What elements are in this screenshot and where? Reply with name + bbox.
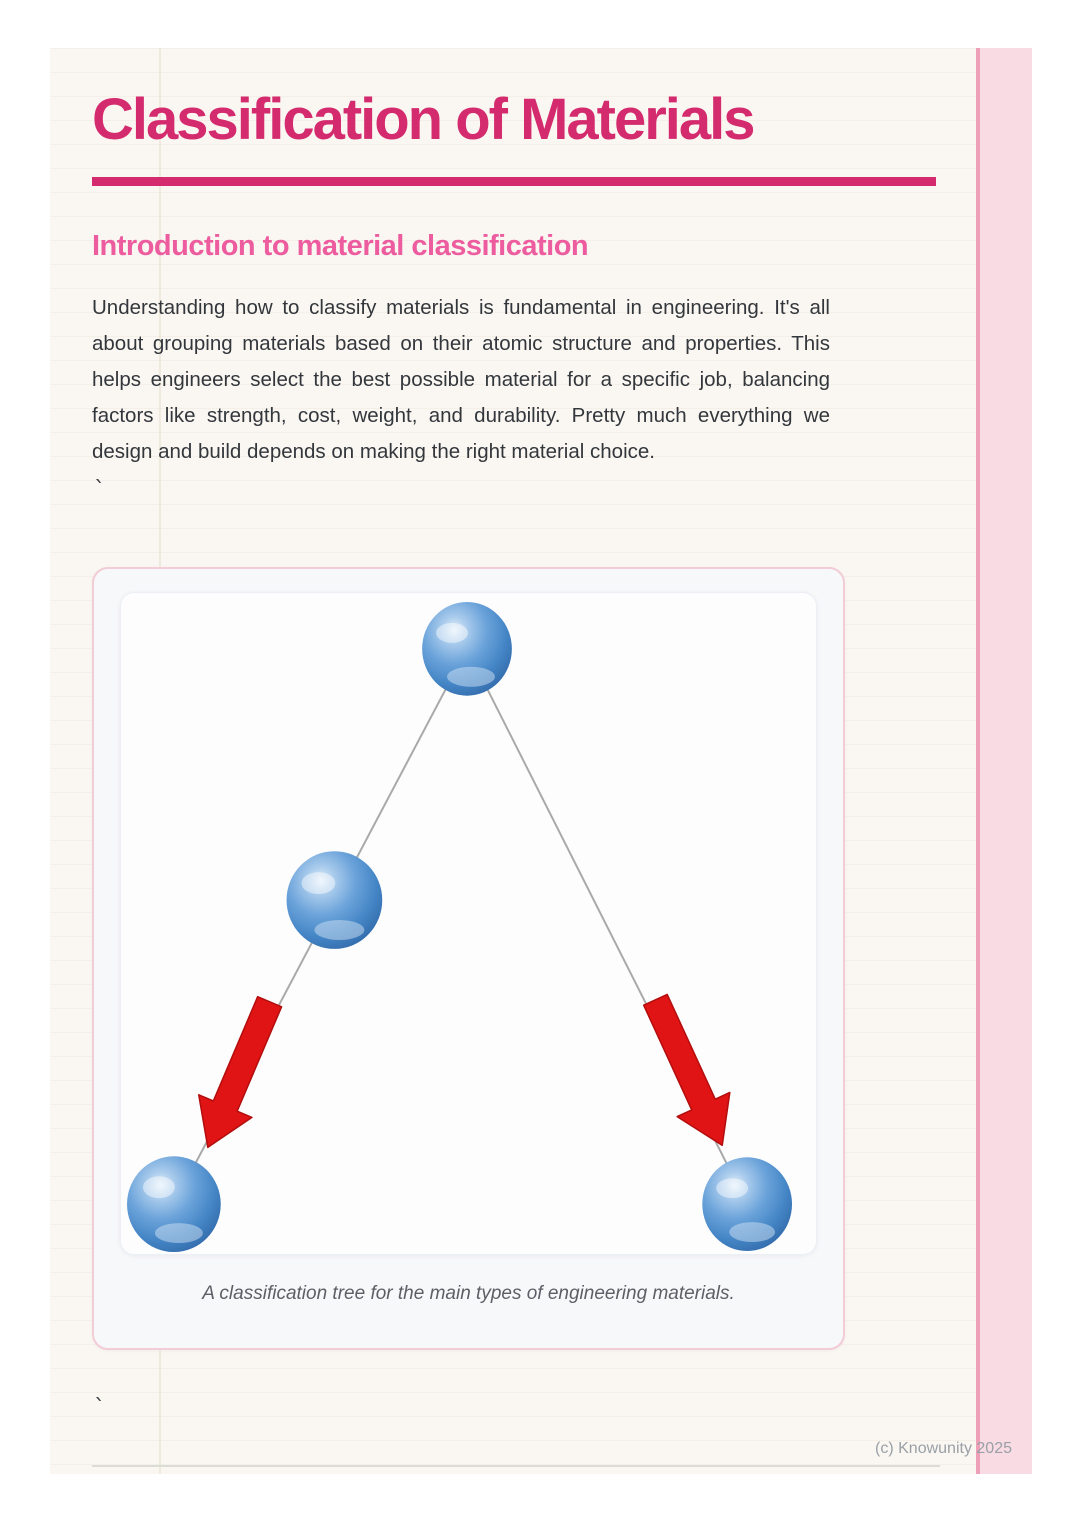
bottom-divider (92, 1465, 940, 1467)
classification-tree-diagram (121, 593, 816, 1254)
figure-caption: A classification tree for the main types of engineering materials. (202, 1283, 735, 1304)
tree-node-bottom-left (127, 1156, 221, 1252)
title-underline (92, 177, 936, 186)
tree-nodes (127, 602, 792, 1252)
tree-node-middle (287, 851, 383, 949)
copyright-footer: (c) Knowunity 2025 (875, 1440, 1012, 1457)
tree-node-root (422, 602, 512, 696)
section-paragraph: Understanding how to classify materials is fundamental in engineering. It's all about grouping materials based on their atomic structure and properties. This helps engineers select the best possible material for a specific job, balancing factors like strength, cost, weight, and durability. Pretty much everything we design and build depends on making the right material choice. (92, 296, 830, 463)
figure-card (92, 567, 845, 1350)
figure-image (120, 592, 817, 1255)
stray-backtick: ` (93, 478, 107, 503)
right-margin-stripe (976, 48, 1032, 1474)
arrow-down-right-icon (644, 994, 730, 1145)
page-title: Classification of Materials (92, 87, 754, 152)
tree-node-bottom-right (702, 1157, 792, 1251)
arrow-down-left-icon (199, 997, 282, 1148)
stray-backtick: ` (93, 1396, 107, 1421)
notebook-sheet (50, 48, 1032, 1474)
red-arrows (199, 994, 730, 1147)
section-heading: Introduction to material classification (92, 230, 589, 262)
tree-edges (174, 649, 747, 1204)
